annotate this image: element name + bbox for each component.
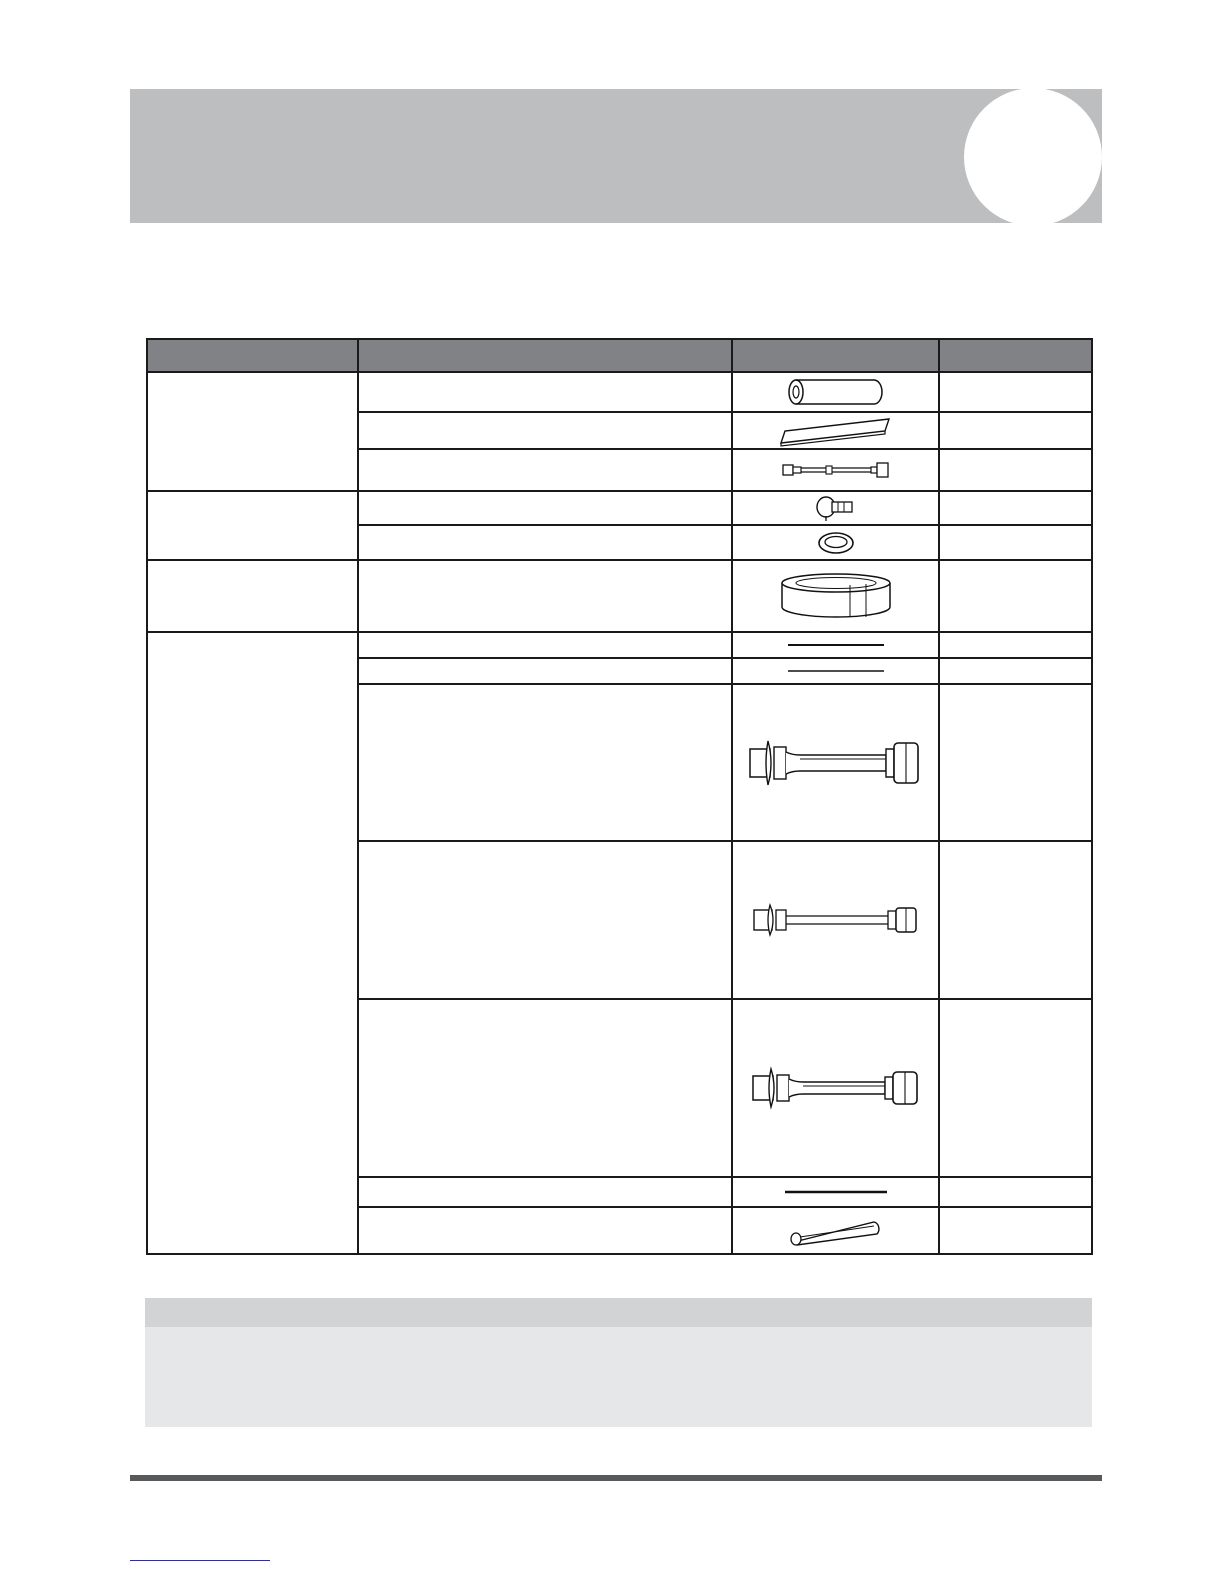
item-name xyxy=(358,525,733,560)
sleeve-tube-icon xyxy=(732,1207,939,1254)
table-row xyxy=(147,632,1092,658)
thin-line-icon xyxy=(732,632,939,658)
tape-roll-icon xyxy=(732,560,939,632)
item-name xyxy=(358,841,733,999)
small-pipe-assembly-icon xyxy=(732,841,939,999)
medium-pipe-assembly-icon xyxy=(732,999,939,1177)
item-name xyxy=(358,658,733,684)
item-name xyxy=(358,684,733,841)
drain-joint-icon xyxy=(732,491,939,525)
insulation-tube-icon xyxy=(732,372,939,412)
column-header xyxy=(732,339,939,372)
footer-link-underline[interactable] xyxy=(130,1560,270,1561)
thin-line-icon xyxy=(732,658,939,684)
item-name xyxy=(358,449,733,491)
item-name xyxy=(358,999,733,1177)
group-cell xyxy=(147,372,358,491)
item-quantity xyxy=(939,372,1092,412)
item-name xyxy=(358,412,733,449)
column-header xyxy=(358,339,733,372)
item-quantity xyxy=(939,412,1092,449)
footer-divider xyxy=(130,1475,1102,1481)
thick-line-icon xyxy=(732,1177,939,1207)
table-row xyxy=(147,491,1092,525)
item-quantity xyxy=(939,1177,1092,1207)
item-quantity xyxy=(939,491,1092,525)
column-header xyxy=(147,339,358,372)
section-badge xyxy=(964,89,1102,223)
large-pipe-assembly-icon xyxy=(732,684,939,841)
item-name xyxy=(358,1207,733,1254)
group-cell xyxy=(147,632,358,1254)
note-body xyxy=(145,1327,1092,1343)
item-quantity xyxy=(939,560,1092,632)
page-header xyxy=(130,89,1102,223)
item-name xyxy=(358,372,733,412)
item-name xyxy=(358,1177,733,1207)
table-row xyxy=(147,560,1092,632)
connecting-pipe-icon xyxy=(732,449,939,491)
item-name xyxy=(358,632,733,658)
group-cell xyxy=(147,491,358,560)
item-name xyxy=(358,560,733,632)
column-header xyxy=(939,339,1092,372)
item-quantity xyxy=(939,449,1092,491)
item-quantity xyxy=(939,525,1092,560)
item-quantity xyxy=(939,1207,1092,1254)
foam-strip-icon xyxy=(732,412,939,449)
item-name xyxy=(358,491,733,525)
group-cell xyxy=(147,560,358,632)
item-quantity xyxy=(939,999,1092,1177)
item-quantity xyxy=(939,658,1092,684)
item-quantity xyxy=(939,632,1092,658)
item-quantity xyxy=(939,684,1092,841)
note-box xyxy=(145,1298,1092,1427)
table-header-row xyxy=(147,339,1092,372)
note-heading xyxy=(145,1298,1092,1327)
table-row xyxy=(147,372,1092,412)
seal-ring-icon xyxy=(732,525,939,560)
accessories-table xyxy=(146,338,1093,1255)
item-quantity xyxy=(939,841,1092,999)
